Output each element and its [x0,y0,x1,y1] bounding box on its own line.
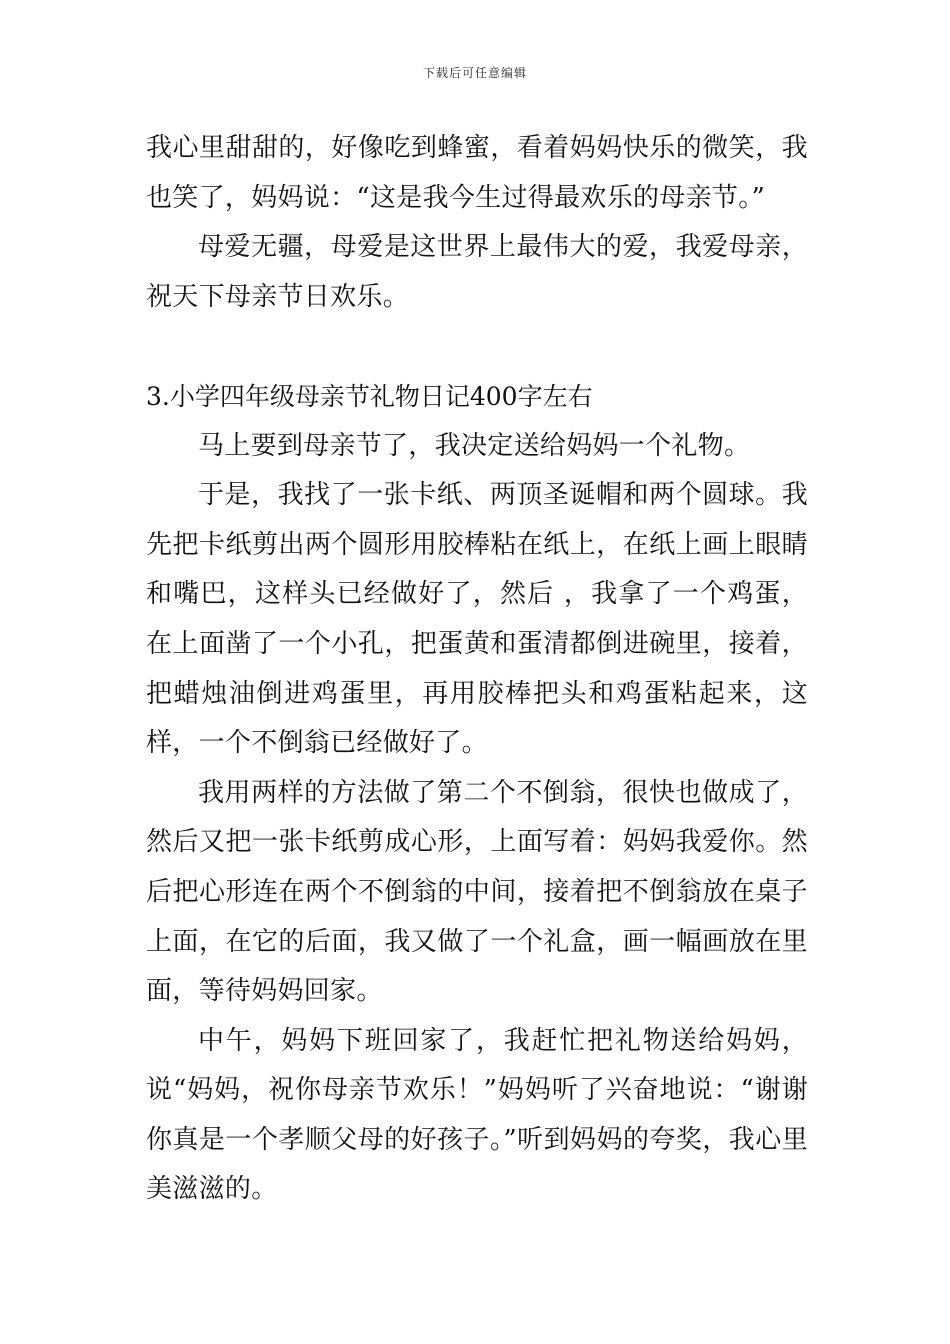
paragraph-closing: 母爱无疆，母爱是这世界上最伟大的爱，我爱母亲，祝天下母亲节日欢乐。 [146,232,808,312]
page-header: 下载后可任意编辑 [422,66,527,80]
paragraph-gift-giving: 中午，妈妈下班回家了，我赶忙把礼物送给妈妈，说“妈妈，祝你母亲节欢乐！”妈妈听了兴奋地说：“谢谢你真是一个孝顺父母的好孩子。”听到妈妈的夸奖，我心里美滋滋的。 [146,1025,808,1205]
paragraph-making-second: 我用两样的方法做了第二个不倒翁，很快也做成了，然后又把一张卡纸剪成心形，上面写着：妈妈我爱你。然后把心形连在两个不倒翁的中间，接着把不倒翁放在桌子上面，在它的后面，我又做了一个礼盒，画一幅画放在里面，等待妈妈回家。 [146,777,808,1007]
section-title: 3.小学四年级母亲节礼物日记400字左右 [146,381,593,411]
paragraph-making-first: 于是，我找了一张卡纸、两顶圣诞帽和两个圆球。我先把卡纸剪出两个圆形用胶棒粘在纸上，在纸上画上眼睛和嘴巴，这样头已经做好了，然后 ，我拿了一个鸡蛋，在上面凿了一个小孔，把蛋黄和蛋清都倒进碗里，接着，把蜡烛油倒进鸡蛋里，再用胶棒把头和鸡蛋粘起来，这样，一个不倒翁已经做好了。 [146,480,808,759]
document-body [146,124,808,1215]
paragraph-intro: 马上要到母亲节了，我决定送给妈妈一个礼物。 [198,430,751,461]
section-spacer [146,322,808,372]
paragraph-continuation: 我心里甜甜的，好像吃到蜂蜜，看着妈妈快乐的微笑，我也笑了，妈妈说：“这是我今生过得最欢乐的母亲节。” [146,133,808,213]
